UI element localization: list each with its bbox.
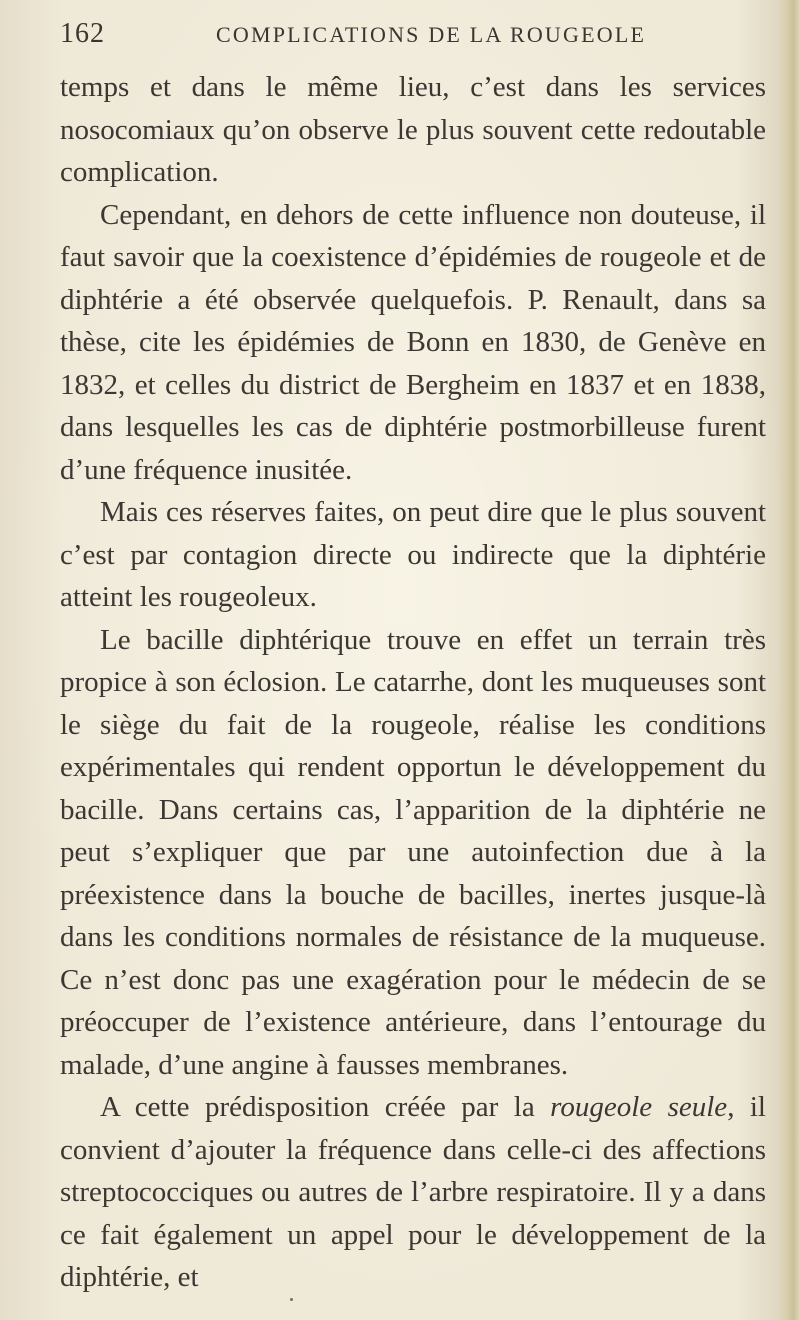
- paragraph-3: Mais ces réserves faites, on peut dire que le plus souvent c’est par contagion directe ou indirecte que la diphtérie atteint les rougeoleux.: [60, 496, 766, 613]
- body-text: [60, 66, 766, 1299]
- paragraph-2: Cependant, en dehors de cette influence non douteuse, il faut savoir que la coexistence d’épidémies de rougeole et de diphtérie a été observée quelquefois. P. Renault, dans sa thèse, cite les épidémies de Bonn en 1830, de Genève en 1832, et celles du district de Bergheim en 1837 et en 1838, dans lesquelles les cas de diphtérie postmorbilleuse furent d’une fréquence inusitée.: [60, 198, 766, 486]
- running-head: COMPLICATIONS DE LA ROUGEOLE: [216, 22, 647, 47]
- paragraph-4: Le bacille diphtérique trouve en effet un terrain très propice à son éclosion. Le catarrhe, dont les muqueuses sont le siège du fait de la rougeole, réalise les conditions expérimentales qui rendent opportun le développement du bacille. Dans certains cas, l’apparition de la diphtérie ne peut s’expliquer que par une autoinfection due à la préexistence dans la bouche de bacilles, inertes jusque-là dans les conditions normales de résistance de la muqueuse. Ce n’est donc pas une exagération pour le médecin de se préoccuper de l’existence antérieure, dans l’entourage du malade, d’une angine à fausses membranes.: [60, 623, 766, 1081]
- page-edge: [778, 0, 800, 1320]
- paragraph-1: temps et dans le même lieu, c’est dans les services nosocomiaux qu’on observe le plus souvent cette redoutable complication.: [60, 71, 766, 188]
- paragraph-5-end: , il convient d’ajouter la fréquence dans celle-ci des affections streptococciques ou autres de l’arbre respiratoire. Il y a dans ce fait également un appel pour le développement de la diphtérie, et: [60, 1091, 766, 1293]
- page-number: 162: [60, 18, 105, 49]
- page-header: [60, 14, 766, 54]
- paragraph-5-start: A cette prédisposition créée par la: [100, 1091, 551, 1123]
- ink-speck: [290, 1298, 293, 1301]
- paragraph-5: [60, 1086, 766, 1299]
- paragraph-5-italic: rougeole seule: [550, 1091, 728, 1123]
